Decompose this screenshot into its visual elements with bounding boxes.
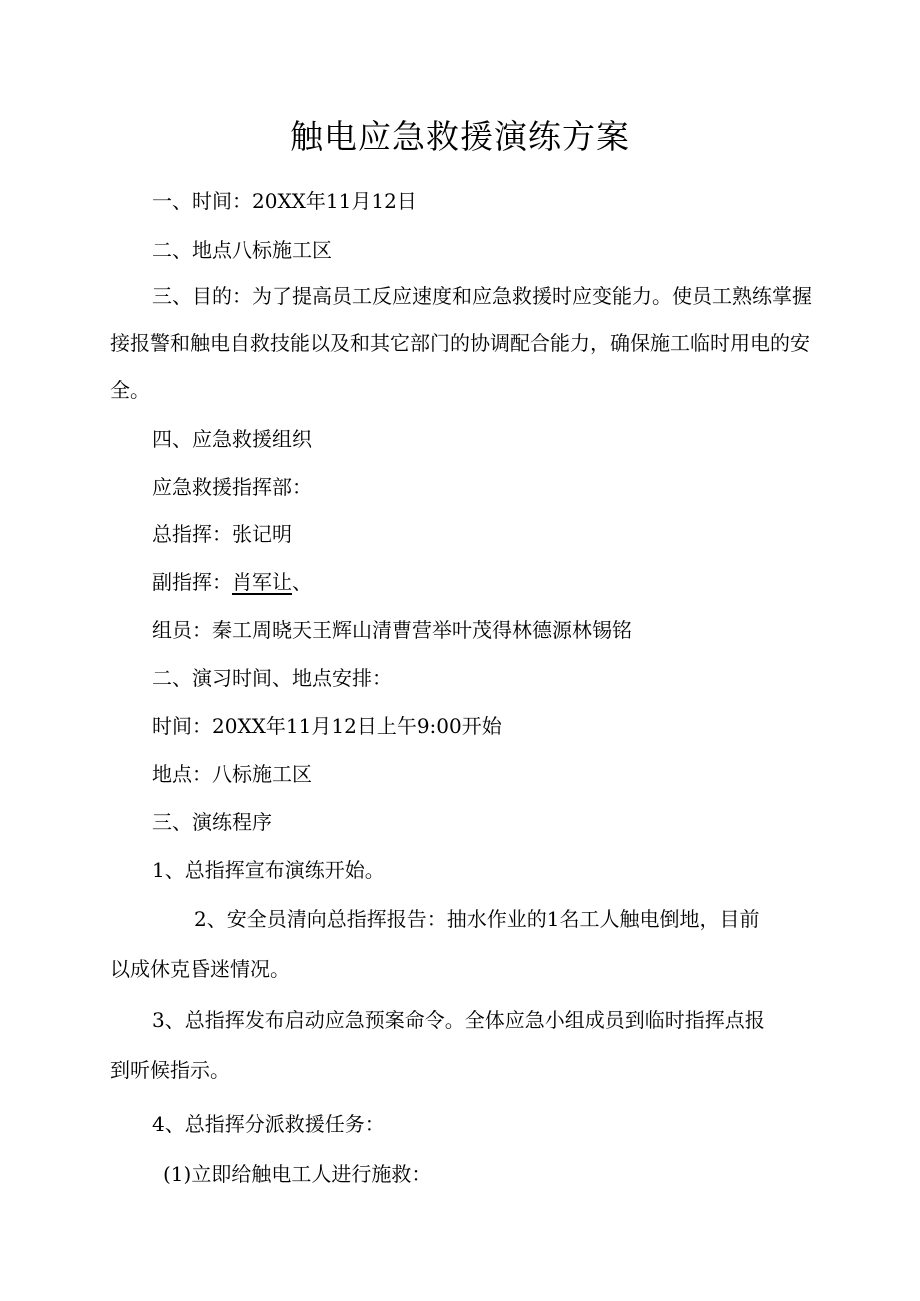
- deputy-commander-label: 副指挥：: [152, 570, 232, 594]
- command-heading: 应急救援指挥部：: [152, 475, 312, 499]
- step-2-line-1: 2、安全员清向总指挥报告：抽水作业的1名工人触电倒地，目前: [194, 907, 760, 931]
- procedure-heading: 三、演练程序: [152, 810, 272, 834]
- deputy-commander-name: 肖军让: [232, 570, 292, 594]
- time-line: 一、时间：20XX年11月12日: [152, 189, 417, 213]
- chief-commander-name: 张记明: [232, 522, 292, 546]
- chief-commander-line: [152, 519, 292, 549]
- organization-heading: 四、应急救援组织: [152, 427, 312, 451]
- deputy-commander-suffix: 、: [292, 570, 312, 594]
- step-4-1-line: (1)立即给触电工人进行施救：: [163, 1162, 432, 1186]
- schedule-heading: 二、演习时间、地点安排：: [152, 666, 392, 690]
- deputy-commander-line: [152, 567, 312, 597]
- document-title: 触电应急救援演练方案: [290, 117, 630, 156]
- members-line: 组员：秦工周晓天王辉山清曹营举叶茂得林德源林锡铭: [152, 618, 632, 642]
- purpose-paragraph: 三、目的：为了提高员工反应速度和应急救援时应变能力。使员工熟练掌握接报警和触电自救技能以及和其它部门的协调配合能力，确保施工临时用电的安全。: [110, 284, 812, 402]
- schedule-place-line: 地点：八标施工区: [152, 762, 312, 786]
- step-3-line-2: 到听候指示。: [110, 1058, 230, 1082]
- chief-commander-label: 总指挥：: [152, 522, 232, 546]
- step-2-line-2: 以成休克昏迷情况。: [110, 957, 290, 981]
- place-line: 二、地点八标施工区: [152, 238, 332, 262]
- step-3-line-1: 3、总指挥发布启动应急预案命令。全体应急小组成员到临时指挥点报: [152, 1008, 765, 1032]
- schedule-time-line: 时间：20XX年11月12日上午9:00开始: [152, 714, 502, 738]
- step-1-line: 1、总指挥宣布演练开始。: [152, 858, 385, 882]
- step-4-line: 4、总指挥分派救援任务：: [152, 1112, 385, 1136]
